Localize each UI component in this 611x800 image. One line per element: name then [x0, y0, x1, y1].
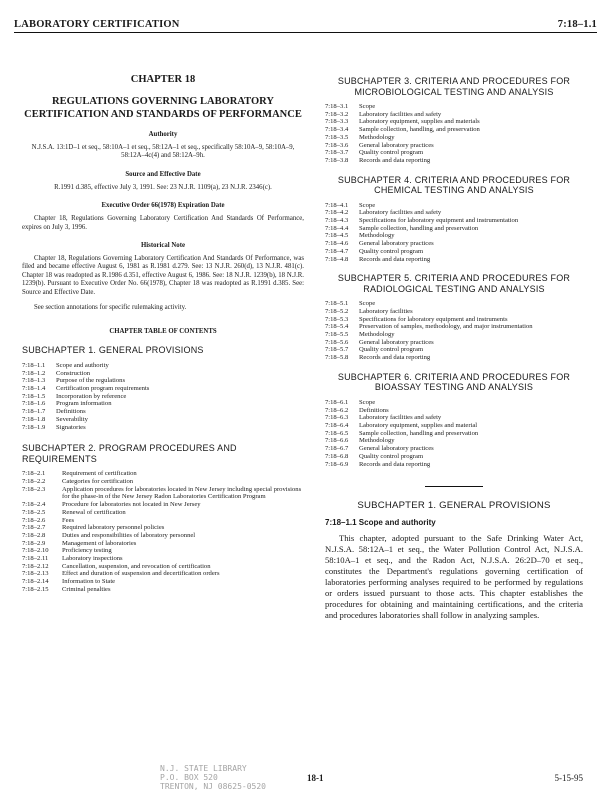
- toc-entry-number: 7:18–2.8: [22, 531, 46, 539]
- toc-entry-title: Sample collection, handling, and preservation: [359, 126, 480, 134]
- toc-entry: [325, 407, 583, 415]
- toc-entry-number: 7:18–2.14: [22, 578, 49, 586]
- toc-entry: [22, 424, 304, 432]
- toc-entry: [325, 414, 583, 422]
- toc-entry: [325, 232, 583, 240]
- toc-entry-number: 7:18–3.3: [325, 118, 349, 126]
- toc-entry: [325, 248, 583, 256]
- toc-entry-number: 7:18–4.8: [325, 255, 349, 263]
- toc-entry: [22, 586, 304, 594]
- source-text: R.1991 d.385, effective July 3, 1991. See: 23 N.J.R. 1109(a), 23 N.J.R. 2346(c).: [54, 183, 272, 191]
- toc-entry-number: 7:18–2.13: [22, 570, 49, 578]
- toc-entry-title: Duties and responsibilities of laboratory personnel: [62, 531, 196, 539]
- toc-entry: [22, 370, 304, 378]
- toc-entry-number: 7:18–1.1: [22, 361, 46, 369]
- toc-entry-number: 7:18–1.6: [22, 400, 46, 408]
- toc-entry: [22, 524, 304, 532]
- toc-entry-title: Definitions: [56, 408, 86, 416]
- toc-entry-title: Fees: [62, 516, 75, 524]
- toc-entry-title: Scope and authority: [56, 361, 109, 369]
- toc-entry-title: Records and data reporting: [359, 156, 431, 164]
- toc-entry-number: 7:18–2.12: [22, 562, 49, 570]
- toc-entry-title: Proficiency testing: [62, 547, 112, 555]
- toc-entry-number: 7:18–4.3: [325, 217, 349, 225]
- section-1-1-text: This chapter, adopted pursuant to the Safe Drinking Water Act, N.J.S.A. 58:12A–1 et seq., the Water Pollution Control Act, N.J.S.A. 58:10A–1 et seq., and the Radon Act, N.J.S.A. 26:2D–70 et seq., constitutes the Department's regulations governing certification of laboratories performing analyses required to be performed by regulations or orders issued pursuant to those acts. This chapter establishes the procedures for obtaining and maintaining certifications, and the criteria and procedures laboratories shall follow in analyzing samples.: [325, 532, 583, 620]
- toc-entry-number: 7:18–2.6: [22, 516, 46, 524]
- toc-entry-title: Certification program requirements: [56, 385, 150, 393]
- toc-entry: [22, 578, 304, 586]
- toc-entry: [325, 308, 583, 316]
- toc-entry: [22, 532, 304, 540]
- toc-entry-number: 7:18–2.4: [22, 501, 46, 509]
- toc-entry-title: Renewal of certification: [62, 508, 126, 516]
- toc-entry-number: 7:18–2.15: [22, 585, 49, 593]
- toc-entry-title: Purpose of the regulations: [56, 377, 126, 385]
- toc-entry-number: 7:18–6.6: [325, 437, 349, 445]
- toc-entry-number: 7:18–4.2: [325, 209, 349, 217]
- toc-entry-title: Quality control program: [359, 247, 424, 255]
- toc-entry: [325, 399, 583, 407]
- toc-entry-title: Specifications for laboratory equipment and instruments: [359, 315, 508, 323]
- header-section-number: 7:18–1.1: [557, 19, 597, 30]
- toc-entry: [325, 346, 583, 354]
- toc-entry-number: 7:18–6.8: [325, 452, 349, 460]
- toc-entry-title: Laboratory inspections: [62, 555, 123, 563]
- toc-entry-title: Effect and duration of suspension and decertification orders: [62, 570, 220, 578]
- toc-entry-number: 7:18–1.7: [22, 408, 46, 416]
- toc-entry: [22, 408, 304, 416]
- toc-entry: [325, 202, 583, 210]
- toc-entry-title: Laboratory equipment, supplies and materials: [359, 118, 480, 126]
- toc-entry: [325, 225, 583, 233]
- toc-entry-number: 7:18–2.11: [22, 555, 49, 563]
- toc-entry: [325, 118, 583, 126]
- toc-entry-number: 7:18–4.6: [325, 240, 349, 248]
- right-column: [325, 76, 583, 621]
- header-title: LABORATORY CERTIFICATION: [14, 19, 180, 30]
- toc-entry: [325, 339, 583, 347]
- toc-entry-title: Methodology: [359, 331, 395, 339]
- toc-entry-number: 7:18–3.6: [325, 141, 349, 149]
- toc-entry-title: Laboratory facilities and safety: [359, 414, 442, 422]
- left-column: [22, 74, 304, 594]
- toc-entry-number: 7:18–3.4: [325, 126, 349, 134]
- subchapter-6-toc-title: SUBCHAPTER 6. CRITERIA AND PROCEDURES FOR BIOASSAY TESTING AND ANALYSIS: [337, 371, 571, 393]
- section-divider: [425, 486, 483, 487]
- toc-entry-number: 7:18–6.9: [325, 460, 349, 468]
- toc-entry: [325, 142, 583, 150]
- toc-entry-number: 7:18–3.1: [325, 103, 349, 110]
- toc-entry: [325, 323, 583, 331]
- toc-entry-title: General laboratory practices: [359, 141, 434, 149]
- toc-entry: [325, 437, 583, 445]
- toc-entry-title: Cancellation, suspension, and revocation of certification: [62, 562, 211, 570]
- stamp-line-1: N.J. STATE LIBRARY: [160, 764, 247, 773]
- toc-entry-number: 7:18–5.7: [325, 346, 349, 354]
- header-rule: [14, 32, 597, 33]
- toc-entry-number: 7:18–1.5: [22, 392, 46, 400]
- toc-entry-title: Laboratory facilities: [359, 307, 413, 315]
- toc-entry-number: 7:18–2.1: [22, 470, 46, 478]
- toc-entry-number: 7:18–2.10: [22, 547, 49, 555]
- toc-entry-title: General laboratory practices: [359, 338, 434, 346]
- toc-entry-number: 7:18–6.3: [325, 414, 349, 422]
- toc-entry-number: 7:18–6.2: [325, 406, 349, 414]
- toc-entry-title: Laboratory facilities and safety: [359, 209, 442, 217]
- toc-entry: [325, 445, 583, 453]
- toc-entry: [22, 540, 304, 548]
- toc-entry: [22, 570, 304, 578]
- source-heading: Source and Effective Date: [125, 170, 201, 178]
- toc-entry-title: Specifications for laboratory equipment and instrumentation: [359, 217, 519, 225]
- toc-entry-title: Criminal penalties: [62, 585, 111, 593]
- toc-entry-title: General laboratory practices: [359, 240, 434, 248]
- toc-entry-title: Records and data reporting: [359, 460, 431, 468]
- stamp-line-2: P.O. BOX 520: [160, 773, 218, 782]
- toc-entry-title: Scope: [359, 300, 376, 308]
- toc-entry-title: Severability: [56, 415, 88, 423]
- toc-entry-title: Signatories: [56, 423, 86, 431]
- toc-entry-number: 7:18–5.8: [325, 354, 349, 362]
- executive-order-heading: Executive Order 66(1978) Expiration Date: [101, 202, 225, 210]
- toc-entry: [22, 416, 304, 424]
- toc-entry-title: Requirement of certification: [62, 470, 137, 478]
- toc-entry-number: 7:18–6.4: [325, 421, 349, 429]
- executive-order-text: Chapter 18, Regulations Governing Laboratory Certification And Standards Of Performance, expires on July 3, 1996.: [22, 215, 304, 231]
- toc-entry-number: 7:18–5.2: [325, 307, 349, 315]
- toc-entry-title: Application procedures for laboratories located in New Jersey including special provisions for the phase-in of the New Jersey Radon Laboratories Certification Program: [62, 485, 302, 501]
- toc-entry-title: Records and data reporting: [359, 354, 431, 362]
- toc-entry: [22, 377, 304, 385]
- toc-entry: [325, 111, 583, 119]
- toc-entry-number: 7:18–1.3: [22, 377, 46, 385]
- toc-entry: [325, 316, 583, 324]
- toc-entry-number: 7:18–5.6: [325, 338, 349, 346]
- toc-heading: CHAPTER TABLE OF CONTENTS: [109, 328, 217, 336]
- toc-entry-title: Procedure for laboratories not located in New Jersey: [62, 501, 201, 509]
- toc-entry-title: Scope: [359, 398, 376, 406]
- page-number: 18-1: [307, 773, 324, 783]
- toc-entry: [22, 385, 304, 393]
- toc-entry-number: 7:18–2.5: [22, 508, 46, 516]
- toc-entry-title: Quality control program: [359, 149, 424, 157]
- toc-entry-title: Required laboratory personnel policies: [62, 524, 165, 532]
- subchapter-4-toc-list: [325, 202, 583, 264]
- subchapter-2-toc-list: [22, 470, 304, 593]
- toc-entry: [325, 256, 583, 264]
- toc-entry-title: Laboratory equipment, supplies and material: [359, 421, 478, 429]
- toc-entry-title: Methodology: [359, 133, 395, 141]
- subchapter-1-body-title: SUBCHAPTER 1. GENERAL PROVISIONS: [357, 500, 551, 512]
- toc-entry: [325, 354, 583, 362]
- toc-entry: [22, 501, 304, 509]
- toc-entry-number: 7:18–5.1: [325, 300, 349, 308]
- toc-entry: [325, 430, 583, 438]
- toc-entry-title: Methodology: [359, 232, 395, 240]
- subchapter-1-toc-title: SUBCHAPTER 1. GENERAL PROVISIONS: [22, 345, 204, 356]
- toc-entry-number: 7:18–5.3: [325, 315, 349, 323]
- historical-note-text: Chapter 18, Regulations Governing Laboratory Certification And Standards Of Performance, was filed and became effective August 6, 1981 as R.1981 d.279. See: 13 N.J.R. 260(d), 13 N.J.R. 481(c). Chapter 18 was readopted as R.1986 d.351, effective August 6, 1986. See: 18 N.J.R. 1239(b), 18 N.J.R. 1239(b). Pursuant to Executive Order No. 66(1978), Chapter 18 was readopted as R.1991 d.385. See: Source and Effective Date.: [22, 255, 304, 296]
- toc-entry-number: 7:18–1.9: [22, 423, 46, 431]
- toc-entry-title: Information to State: [62, 578, 116, 586]
- toc-entry-number: 7:18–4.4: [325, 224, 349, 232]
- toc-entry-number: 7:18–4.1: [325, 201, 349, 209]
- toc-entry-title: Quality control program: [359, 346, 424, 354]
- toc-entry-number: 7:18–1.2: [22, 369, 46, 377]
- stamp-line-3: TRENTON, NJ 08625-0520: [160, 782, 266, 791]
- library-stamp: [160, 764, 266, 791]
- toc-entry-number: 7:18–6.5: [325, 429, 349, 437]
- toc-entry: [325, 240, 583, 248]
- toc-entry-number: 7:18–1.8: [22, 415, 46, 423]
- toc-entry-title: Sample collection, handling and preservation: [359, 224, 479, 232]
- subchapter-2-toc-title: SUBCHAPTER 2. PROGRAM PROCEDURES AND REQUIREMENTS: [22, 443, 237, 464]
- page-date: 5-15-95: [554, 773, 583, 783]
- toc-entry: [22, 509, 304, 517]
- toc-entry-title: Categories for certification: [62, 478, 134, 485]
- toc-entry-title: Quality control program: [359, 452, 424, 460]
- toc-entry: [325, 461, 583, 469]
- toc-entry: [325, 103, 583, 111]
- toc-entry: [325, 453, 583, 461]
- toc-entry: [22, 478, 304, 486]
- toc-entry-number: 7:18–4.7: [325, 247, 349, 255]
- toc-entry-number: 7:18–2.9: [22, 539, 46, 547]
- toc-entry-title: Preservation of samples, methodology, and major instrumentation: [359, 323, 533, 331]
- toc-entry: [22, 393, 304, 401]
- toc-entry: [22, 547, 304, 555]
- toc-entry-title: General laboratory practices: [359, 445, 434, 453]
- subchapter-5-toc-title: SUBCHAPTER 5. CRITERIA AND PROCEDURES FOR RADIOLOGICAL TESTING AND ANALYSIS: [337, 273, 571, 294]
- toc-entry-number: 7:18–2.3: [22, 485, 46, 493]
- toc-entry: [325, 134, 583, 142]
- toc-entry: [325, 149, 583, 157]
- subchapter-3-toc-title: SUBCHAPTER 3. CRITERIA AND PROCEDURES FOR MICROBIOLOGICAL TESTING AND ANALYSIS: [337, 76, 571, 97]
- toc-entry: [22, 486, 304, 501]
- toc-entry-title: Sample collection, handling and preservation: [359, 429, 479, 437]
- toc-entry-number: 7:18–3.7: [325, 149, 349, 157]
- subchapter-6-toc-list: [325, 399, 583, 468]
- toc-entry: [325, 300, 583, 308]
- chapter-number: CHAPTER 18: [130, 74, 196, 85]
- toc-entry-number: 7:18–2.7: [22, 524, 46, 532]
- subchapter-1-toc-list: [22, 362, 304, 431]
- toc-entry-number: 7:18–5.5: [325, 331, 349, 339]
- toc-entry-title: Management of laboratories: [62, 539, 137, 547]
- subchapter-3-toc-list: [325, 103, 583, 165]
- authority-heading: Authority: [148, 131, 178, 138]
- toc-entry: [22, 362, 304, 370]
- chapter-title: REGULATIONS GOVERNING LABORATORY CERTIFICATION AND STANDARDS OF PERFORMANCE: [24, 96, 302, 120]
- historical-note-heading: Historical Note: [141, 242, 185, 250]
- toc-entry-title: Records and data reporting: [359, 255, 431, 263]
- toc-entry: [22, 563, 304, 571]
- toc-entry-number: 7:18–3.2: [325, 110, 349, 118]
- toc-entry: [325, 157, 583, 165]
- toc-entry-title: Laboratory facilities and safety: [359, 110, 442, 118]
- toc-entry-number: 7:18–6.1: [325, 398, 349, 406]
- toc-entry: [22, 400, 304, 408]
- toc-entry: [325, 217, 583, 225]
- toc-entry: [325, 422, 583, 430]
- toc-entry-number: 7:18–4.5: [325, 232, 349, 240]
- toc-entry: [22, 517, 304, 525]
- subchapter-4-toc-title: SUBCHAPTER 4. CRITERIA AND PROCEDURES FOR CHEMICAL TESTING AND ANALYSIS: [337, 174, 571, 196]
- toc-entry-title: Scope: [359, 201, 376, 209]
- toc-entry-title: Definitions: [359, 406, 389, 414]
- toc-entry-number: 7:18–2.2: [22, 478, 46, 485]
- toc-entry-number: 7:18–5.4: [325, 323, 349, 331]
- toc-entry: [22, 470, 304, 478]
- running-header: [14, 14, 597, 30]
- toc-entry-number: 7:18–1.4: [22, 385, 46, 393]
- section-1-1-title: 7:18–1.1 Scope and authority: [325, 517, 436, 527]
- toc-entry: [325, 126, 583, 134]
- toc-entry-title: Incorporation by reference: [56, 392, 127, 400]
- see-annotations-text: See section annotations for specific rulemaking activity.: [34, 304, 187, 312]
- toc-entry-number: 7:18–3.8: [325, 156, 349, 164]
- toc-entry: [325, 209, 583, 217]
- toc-entry-title: Construction: [56, 369, 91, 377]
- toc-entry-title: Scope: [359, 103, 376, 110]
- subchapter-5-toc-list: [325, 300, 583, 362]
- toc-entry: [325, 331, 583, 339]
- toc-entry-number: 7:18–3.5: [325, 133, 349, 141]
- toc-entry-title: Methodology: [359, 437, 395, 445]
- toc-entry: [22, 555, 304, 563]
- toc-entry-number: 7:18–6.7: [325, 445, 349, 453]
- authority-text: N.J.S.A. 13:1D–1 et seq., 58:10A–1 et seq., 58:12A–1 et seq., specifically 58:10A–9, 58:10A–9, 58:12A–4c(4) and 58:12A–9h.: [31, 144, 295, 160]
- toc-entry-title: Program information: [56, 400, 112, 408]
